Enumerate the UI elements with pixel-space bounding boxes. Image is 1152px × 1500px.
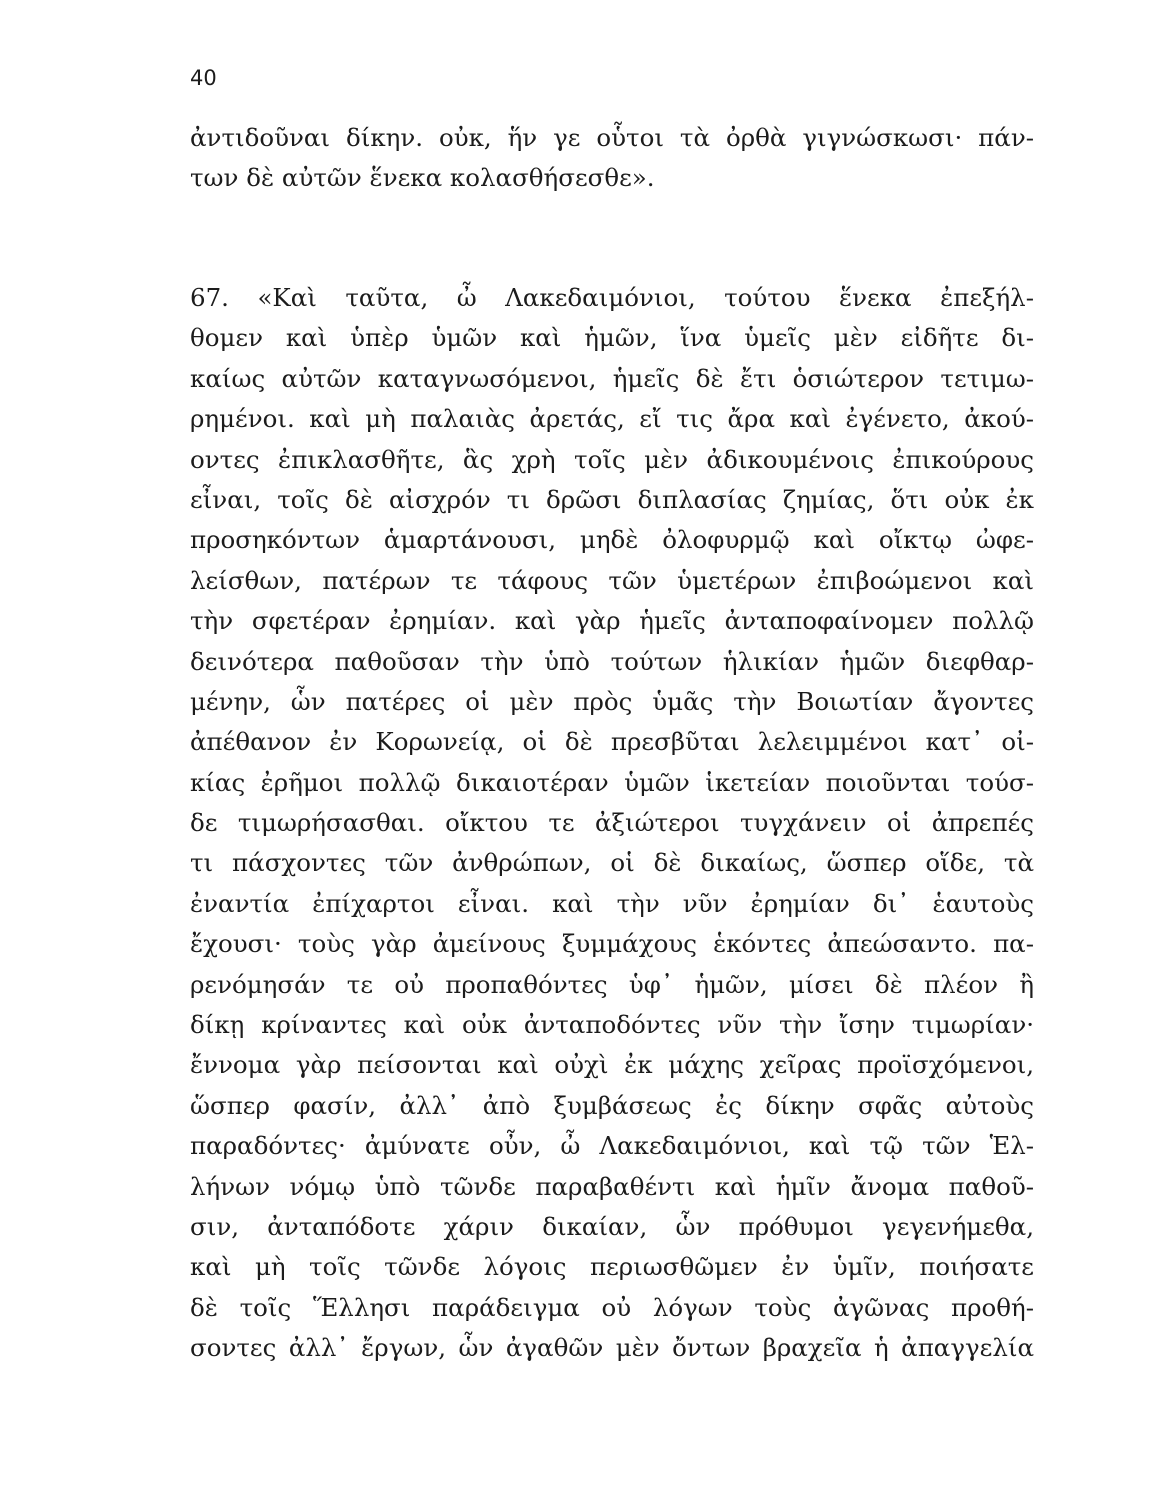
text-line: ρενόμησάν τε οὐ προπαθόντες ὑφ᾽ ἡμῶν, μίσει δὲ πλέον ἢ <box>190 969 1034 999</box>
text-line: τι πάσχοντες τῶν ἀνθρώπων, οἱ δὲ δικαίως, ὥσπερ οἵδε, τὰ <box>190 848 1034 878</box>
text-line: ἔννομα γὰρ πείσονται καὶ οὐχὶ ἐκ μάχης χεῖρας προϊσχόμενοι, <box>190 1050 1034 1080</box>
continuation-paragraph <box>190 118 1034 199</box>
text-line: ἀντιδοῦναι δίκην. οὐκ, ἥν γε οὗτοι τὰ ὀρθὰ γιγνώσκωσι· πάν- <box>190 123 1034 152</box>
text-line: ἔχουσι· τοὺς γὰρ ἀμείνους ξυμμάχους ἑκόντες ἀπεώσαντο. πα- <box>190 929 1034 959</box>
text-line: ἀπέθανον ἐν Κορωνείᾳ, οἱ δὲ πρεσβῦται λελειμμένοι κατ᾽ οἰ- <box>190 727 1034 757</box>
text-line: λήνων νόμῳ ὑπὸ τῶνδε παραβαθέντι καὶ ἡμῖν ἄνομα παθοῦ- <box>190 1171 1034 1201</box>
text-line: δὲ τοῖς Ἕλλησι παράδειγμα οὐ λόγων τοὺς ἀγῶνας προθή- <box>190 1292 1034 1322</box>
text-line: θομεν καὶ ὑπὲρ ὑμῶν καὶ ἡμῶν, ἵνα ὑμεῖς μὲν εἰδῆτε δι- <box>190 323 1034 353</box>
text-line: καὶ μὴ τοῖς τῶνδε λόγοις περιωσθῶμεν ἐν ὑμῖν, ποιήσατε <box>190 1252 1034 1282</box>
text-line: ρημένοι. καὶ μὴ παλαιὰς ἀρετάς, εἴ τις ἄρα καὶ ἐγένετο, ἀκού- <box>190 404 1034 434</box>
text-line: σιν, ἀνταπόδοτε χάριν δικαίαν, ὧν πρόθυμοι γεγενήμεθα, <box>190 1211 1034 1241</box>
text-line: σοντες ἀλλ᾽ ἔργων, ὧν ἀγαθῶν μὲν ὄντων βραχεῖα ἡ ἀπαγγελία <box>190 1333 1034 1363</box>
text-line: ἐναντία ἐπίχαρτοι εἶναι. καὶ τὴν νῦν ἐρημίαν δι᾽ ἑαυτοὺς <box>190 888 1034 918</box>
text-line: οντες ἐπικλασθῆτε, ἃς χρὴ τοῖς μὲν ἀδικουμένοις ἐπικούρους <box>190 444 1034 474</box>
chapter-heading-line: 67. «Καὶ ταῦτα, ὦ Λακεδαιμόνιοι, τούτου ἕνεκα ἐπεξήλ- <box>190 283 1034 312</box>
text-line: καίως αὐτῶν καταγνωσόμενοι, ἡμεῖς δὲ ἔτι ὁσιώτερον τετιμω- <box>190 363 1034 393</box>
text-line: εἶναι, τοῖς δὲ αἰσχρόν τι δρῶσι διπλασίας ζημίας, ὅτι οὐκ ἐκ <box>190 484 1034 514</box>
text-line: λείσθων, πατέρων τε τάφους τῶν ὑμετέρων ἐπιβοώμενοι καὶ <box>190 565 1034 595</box>
text-line: παραδόντες· ἀμύνατε οὖν, ὦ Λακεδαιμόνιοι, καὶ τῷ τῶν Ἑλ- <box>190 1131 1034 1161</box>
text-line: προσηκόντων ἁμαρτάνουσι, μηδὲ ὀλοφυρμῷ καὶ οἴκτῳ ὠφε- <box>190 525 1034 555</box>
page-number: 40 <box>190 66 217 90</box>
text-line: ὥσπερ φασίν, ἀλλ᾽ ἀπὸ ξυμβάσεως ἐς δίκην σφᾶς αὐτοὺς <box>190 1090 1034 1120</box>
text-line: δίκῃ κρίναντες καὶ οὐκ ἀνταποδόντες νῦν τὴν ἴσην τιμωρίαν· <box>190 1010 1034 1040</box>
text-line: δε τιμωρήσασθαι. οἴκτου τε ἀξιώτεροι τυγχάνειν οἱ ἀπρεπές <box>190 808 1034 838</box>
text-line: των δὲ αὐτῶν ἕνεκα κολασθήσεσθε». <box>190 163 655 193</box>
chapter-67-paragraph <box>190 278 1034 1369</box>
text-line: δεινότερα παθοῦσαν τὴν ὑπὸ τούτων ἡλικίαν ἡμῶν διεφθαρ- <box>190 646 1034 676</box>
text-line: κίας ἐρῆμοι πολλῷ δικαιοτέραν ὑμῶν ἱκετείαν ποιοῦνται τούσ- <box>190 767 1034 797</box>
text-line: μένην, ὧν πατέρες οἱ μὲν πρὸς ὑμᾶς τὴν Βοιωτίαν ἄγοντες <box>190 686 1034 716</box>
text-line: τὴν σφετέραν ἐρημίαν. καὶ γὰρ ἡμεῖς ἀνταποφαίνομεν πολλῷ <box>190 606 1034 636</box>
